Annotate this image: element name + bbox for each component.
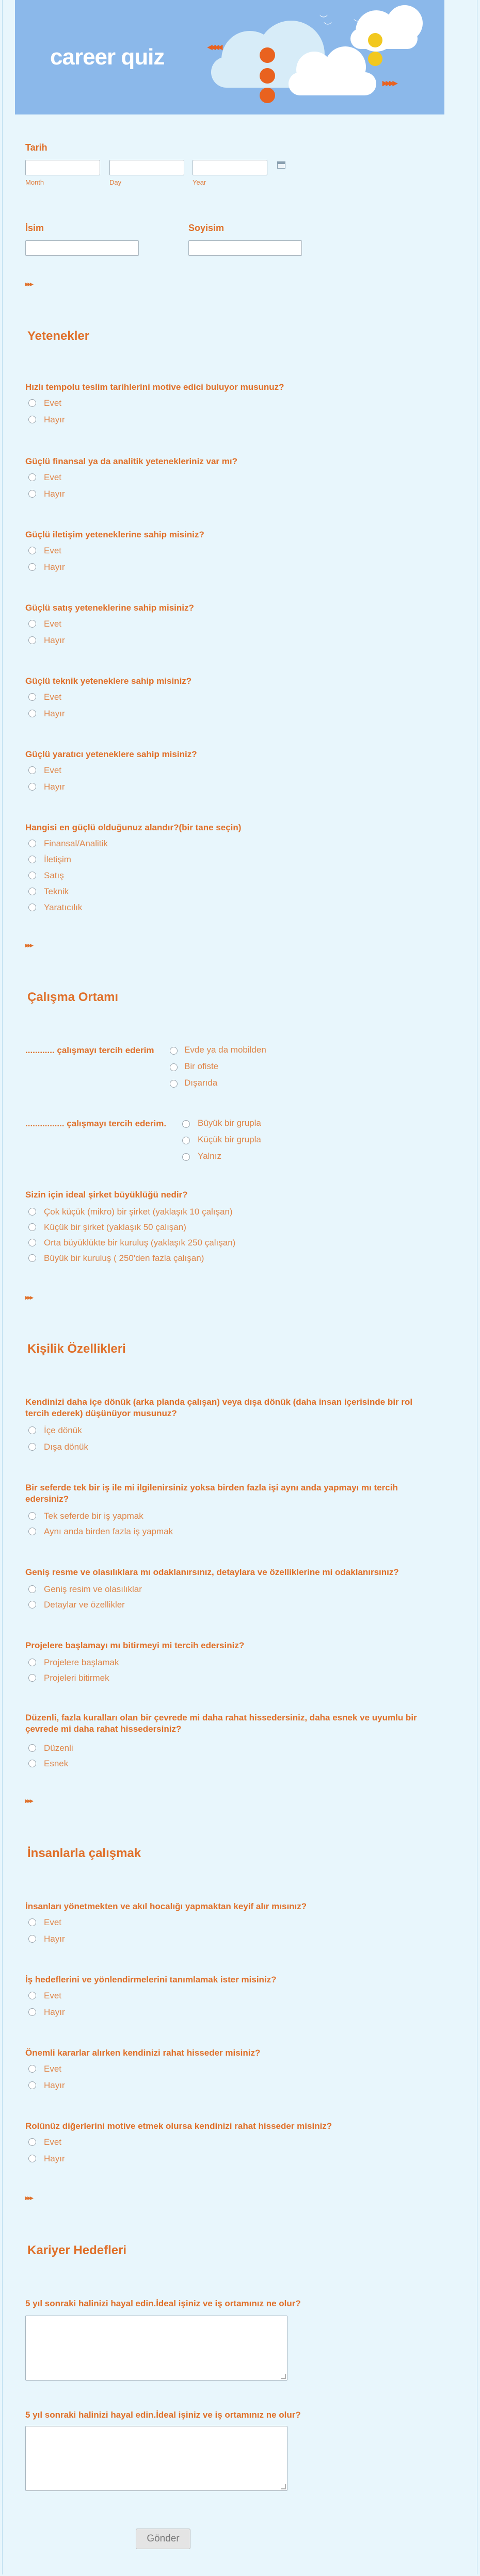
question-personality-4: Projelere başlamayı mı bitirmeyi mi tercih edersiniz? <box>25 1640 245 1650</box>
question-skills-6: Güçlü yaratıcı yeteneklere sahip misiniz? <box>25 749 197 759</box>
option-label: Projeleri bitirmek <box>44 1673 109 1683</box>
radio-button[interactable] <box>28 1223 36 1231</box>
option-label: Teknik <box>44 887 69 896</box>
option-label: İçe dönük <box>44 1425 82 1435</box>
calendar-icon[interactable] <box>277 161 285 169</box>
option-label: Orta büyüklükte bir kuruluş (yaklaşık 250 çalışan) <box>44 1238 236 1248</box>
last-name-label: Soyisim <box>188 223 225 233</box>
section-title-environment: Çalışma Ortamı <box>27 990 119 1004</box>
question-goals-1: 5 yıl sonraki halinizi hayal edin.İdeal işiniz ve iş ortamınız ne olur? <box>25 2299 301 2308</box>
option-label: Hayır <box>44 2080 65 2090</box>
section-title-skills: Yetenekler <box>27 329 90 343</box>
radio-button[interactable] <box>28 710 36 717</box>
radio-button[interactable] <box>28 1254 36 1262</box>
option-label: Büyük bir kuruluş ( 250'den fazla çalışan) <box>44 1253 204 1263</box>
radio-button[interactable] <box>28 2065 36 2073</box>
section-title-personality: Kişilik Özellikleri <box>27 1342 126 1356</box>
question-skills-4: Güçlü satış yeteneklerine sahip misiniz? <box>25 603 194 613</box>
option-label: Hayır <box>44 489 65 499</box>
radio-button[interactable] <box>28 2008 36 2016</box>
option-label: Evet <box>44 472 62 482</box>
page-break-arrows: ▸▸▸ <box>25 280 33 288</box>
radio-button[interactable] <box>28 1992 36 1999</box>
option-label: Evde ya da mobilden <box>184 1045 266 1055</box>
option-label: Evet <box>44 2137 62 2147</box>
answer-textarea[interactable] <box>25 2316 287 2381</box>
option-label: Dışa dönük <box>44 1442 88 1452</box>
radio-button[interactable] <box>28 490 36 498</box>
option-label: Küçük bir grupla <box>198 1135 261 1144</box>
question-personality-1: Kendinizi daha içe dönük (arka planda çalışan) veya dışa dönük (daha insan içerisinde bir rol tercih ederek) düşünüyor musunuz? <box>25 1397 413 1418</box>
radio-button[interactable] <box>28 1528 36 1535</box>
option-label: Yaratıcılık <box>44 903 83 912</box>
option-label: Yalnız <box>198 1151 221 1161</box>
option-label: Finansal/Analitik <box>44 839 108 848</box>
first-name-label: İsim <box>25 223 44 233</box>
question-skills-2: Güçlü finansal ya da analitik yetenekleriniz var mı? <box>25 456 237 466</box>
option-label: Tek seferde bir iş yapmak <box>44 1511 143 1521</box>
option-label: İletişim <box>44 855 71 864</box>
option-label: Evet <box>44 1991 62 2000</box>
option-label: Dışarıda <box>184 1078 218 1088</box>
option-label: Hayır <box>44 2154 65 2163</box>
option-label: Evet <box>44 1917 62 1927</box>
radio-button[interactable] <box>28 904 36 911</box>
radio-button[interactable] <box>28 1585 36 1593</box>
orange-dot-icon <box>260 68 275 84</box>
radio-button[interactable] <box>170 1063 178 1071</box>
option-label: Çok küçük (mikro) bir şirket (yaklaşık 10 çalışan) <box>44 1207 233 1217</box>
radio-button[interactable] <box>28 1674 36 1682</box>
radio-button[interactable] <box>28 856 36 863</box>
option-label: Büyük bir grupla <box>198 1118 261 1128</box>
radio-button[interactable] <box>28 1443 36 1451</box>
option-label: Evet <box>44 619 62 629</box>
section-title-goals: Kariyer Hedefleri <box>27 2243 127 2257</box>
radio-button[interactable] <box>28 620 36 628</box>
option-label: Evet <box>44 546 62 555</box>
radio-button[interactable] <box>28 563 36 571</box>
option-label: Hayır <box>44 635 65 645</box>
section-title-people: İnsanlarla çalışmak <box>27 1846 141 1860</box>
bird-icon: ︶ <box>324 22 332 31</box>
sun-icon <box>368 33 382 47</box>
day-input[interactable] <box>109 160 184 175</box>
question-skills-7: Hangisi en güçlü olduğunuz alandır?(bir tane seçin) <box>25 823 242 832</box>
radio-button[interactable] <box>28 2081 36 2089</box>
option-label: Hayır <box>44 2007 65 2017</box>
form-container <box>2 0 477 2574</box>
month-input[interactable] <box>25 160 100 175</box>
radio-button[interactable] <box>182 1120 190 1128</box>
radio-button[interactable] <box>28 1601 36 1609</box>
orange-dot-icon <box>260 88 275 103</box>
radio-button[interactable] <box>28 872 36 879</box>
question-goals-2: 5 yıl sonraki halinizi hayal edin.İdeal işiniz ve iş ortamınız ne olur? <box>25 2410 301 2420</box>
question-personality-5: Düzenli, fazla kuralları olan bir çevrede mi daha rahat hissedersiniz, daha esnek ve uyumlu bir çevrede mi daha rahat hissedersiniz? <box>25 1713 417 1734</box>
option-label: Hayır <box>44 782 65 792</box>
arrows-left-icon: ◂◂◂◂ <box>207 42 221 53</box>
question-skills-1: Hızlı tempolu teslim tarihlerini motive edici buluyor musunuz? <box>25 382 284 392</box>
page-break-arrows: ▸▸▸ <box>25 941 33 949</box>
question-environment-2: ................ çalışmayı tercih ederim. <box>25 1119 167 1128</box>
radio-button[interactable] <box>28 1935 36 1943</box>
radio-button[interactable] <box>182 1153 190 1161</box>
arrows-right-icon: ▸▸▸▸ <box>382 78 396 89</box>
option-label: Projelere başlamak <box>44 1658 119 1667</box>
option-label: Düzenli <box>44 1743 73 1753</box>
question-environment-1: ............ çalışmayı tercih ederim <box>25 1045 154 1055</box>
question-people-3: Önemli kararlar alırken kendinizi rahat hisseder misiniz? <box>25 2048 261 2058</box>
option-label: Esnek <box>44 1759 69 1768</box>
page-break-arrows: ▸▸▸ <box>25 1797 33 1804</box>
page-break-arrows: ▸▸▸ <box>25 1293 33 1301</box>
year-sublabel: Year <box>193 178 206 186</box>
bird-icon: ︶ <box>354 19 362 28</box>
radio-button[interactable] <box>28 416 36 423</box>
radio-button[interactable] <box>28 1426 36 1434</box>
radio-button[interactable] <box>28 840 36 847</box>
radio-button[interactable] <box>28 693 36 701</box>
option-label: Aynı anda birden fazla iş yapmak <box>44 1527 173 1536</box>
option-label: Hayır <box>44 1934 65 1944</box>
radio-button[interactable] <box>170 1080 178 1088</box>
question-personality-2: Bir seferde tek bir iş ile mi ilgilenirsiniz yoksa birden fazla işi aynı anda yapmayı mı tercih edersiniz? <box>25 1483 398 1504</box>
radio-button[interactable] <box>28 1918 36 1926</box>
option-label: Detaylar ve özellikler <box>44 1600 125 1610</box>
last-name-input[interactable] <box>188 240 302 256</box>
option-label: Evet <box>44 765 62 775</box>
question-people-1: İnsanları yönetmekten ve akıl hocalığı yapmaktan keyif alır mısınız? <box>25 1901 307 1911</box>
radio-button[interactable] <box>28 1659 36 1666</box>
radio-button[interactable] <box>28 1760 36 1767</box>
page-break-arrows: ▸▸▸ <box>25 2194 33 2202</box>
radio-button[interactable] <box>28 783 36 791</box>
form-title: career quiz <box>50 44 165 70</box>
question-environment-3: Sizin için ideal şirket büyüklüğü nedir? <box>25 1190 188 1200</box>
radio-button[interactable] <box>28 2138 36 2146</box>
question-people-4: Rolünüz diğerlerini motive etmek olursa kendinizi rahat hisseder misiniz? <box>25 2121 332 2131</box>
option-label: Bir ofiste <box>184 1061 219 1071</box>
radio-button[interactable] <box>28 547 36 554</box>
radio-button[interactable] <box>28 1512 36 1520</box>
option-label: Satış <box>44 871 64 880</box>
option-label: Hayır <box>44 709 65 718</box>
resize-handle-icon[interactable] <box>281 2374 286 2379</box>
day-sublabel: Day <box>109 178 122 186</box>
radio-button[interactable] <box>28 888 36 895</box>
radio-button[interactable] <box>28 636 36 644</box>
radio-button[interactable] <box>28 1208 36 1216</box>
radio-button[interactable] <box>28 1744 36 1752</box>
header-banner <box>15 0 444 114</box>
question-skills-5: Güçlü teknik yeteneklere sahip misiniz? <box>25 676 192 686</box>
option-label: Hayır <box>44 562 65 572</box>
radio-button[interactable] <box>28 473 36 481</box>
month-sublabel: Month <box>25 178 44 186</box>
answer-textarea[interactable] <box>25 2426 287 2491</box>
year-input[interactable] <box>193 160 267 175</box>
radio-button[interactable] <box>28 1239 36 1246</box>
option-label: Evet <box>44 398 62 408</box>
option-label: Hayır <box>44 415 65 424</box>
question-people-2: İş hedeflerini ve yönlendirmelerini tanımlamak ister misiniz? <box>25 1975 277 1984</box>
resize-handle-icon[interactable] <box>281 2484 286 2489</box>
question-skills-3: Güçlü iletişim yeteneklerine sahip misiniz? <box>25 530 204 539</box>
question-personality-3: Geniş resme ve olasılıklara mı odaklanırsınız, detaylara ve özelliklerine mi odaklanırsınız? <box>25 1567 399 1577</box>
orange-dot-icon <box>260 47 275 63</box>
first-name-input[interactable] <box>25 240 139 256</box>
radio-button[interactable] <box>182 1137 190 1144</box>
submit-button[interactable]: Gönder <box>136 2529 190 2549</box>
option-label: Küçük bir şirket (yaklaşık 50 çalışan) <box>44 1222 186 1232</box>
radio-button[interactable] <box>28 766 36 774</box>
radio-button[interactable] <box>170 1047 178 1055</box>
sun-icon <box>368 52 382 66</box>
option-label: Geniş resim ve olasılıklar <box>44 1584 142 1594</box>
date-label: Tarih <box>25 142 47 153</box>
option-label: Evet <box>44 2064 62 2074</box>
option-label: Evet <box>44 692 62 702</box>
radio-button[interactable] <box>28 2155 36 2162</box>
radio-button[interactable] <box>28 399 36 407</box>
bird-icon: ︶ <box>319 15 328 24</box>
